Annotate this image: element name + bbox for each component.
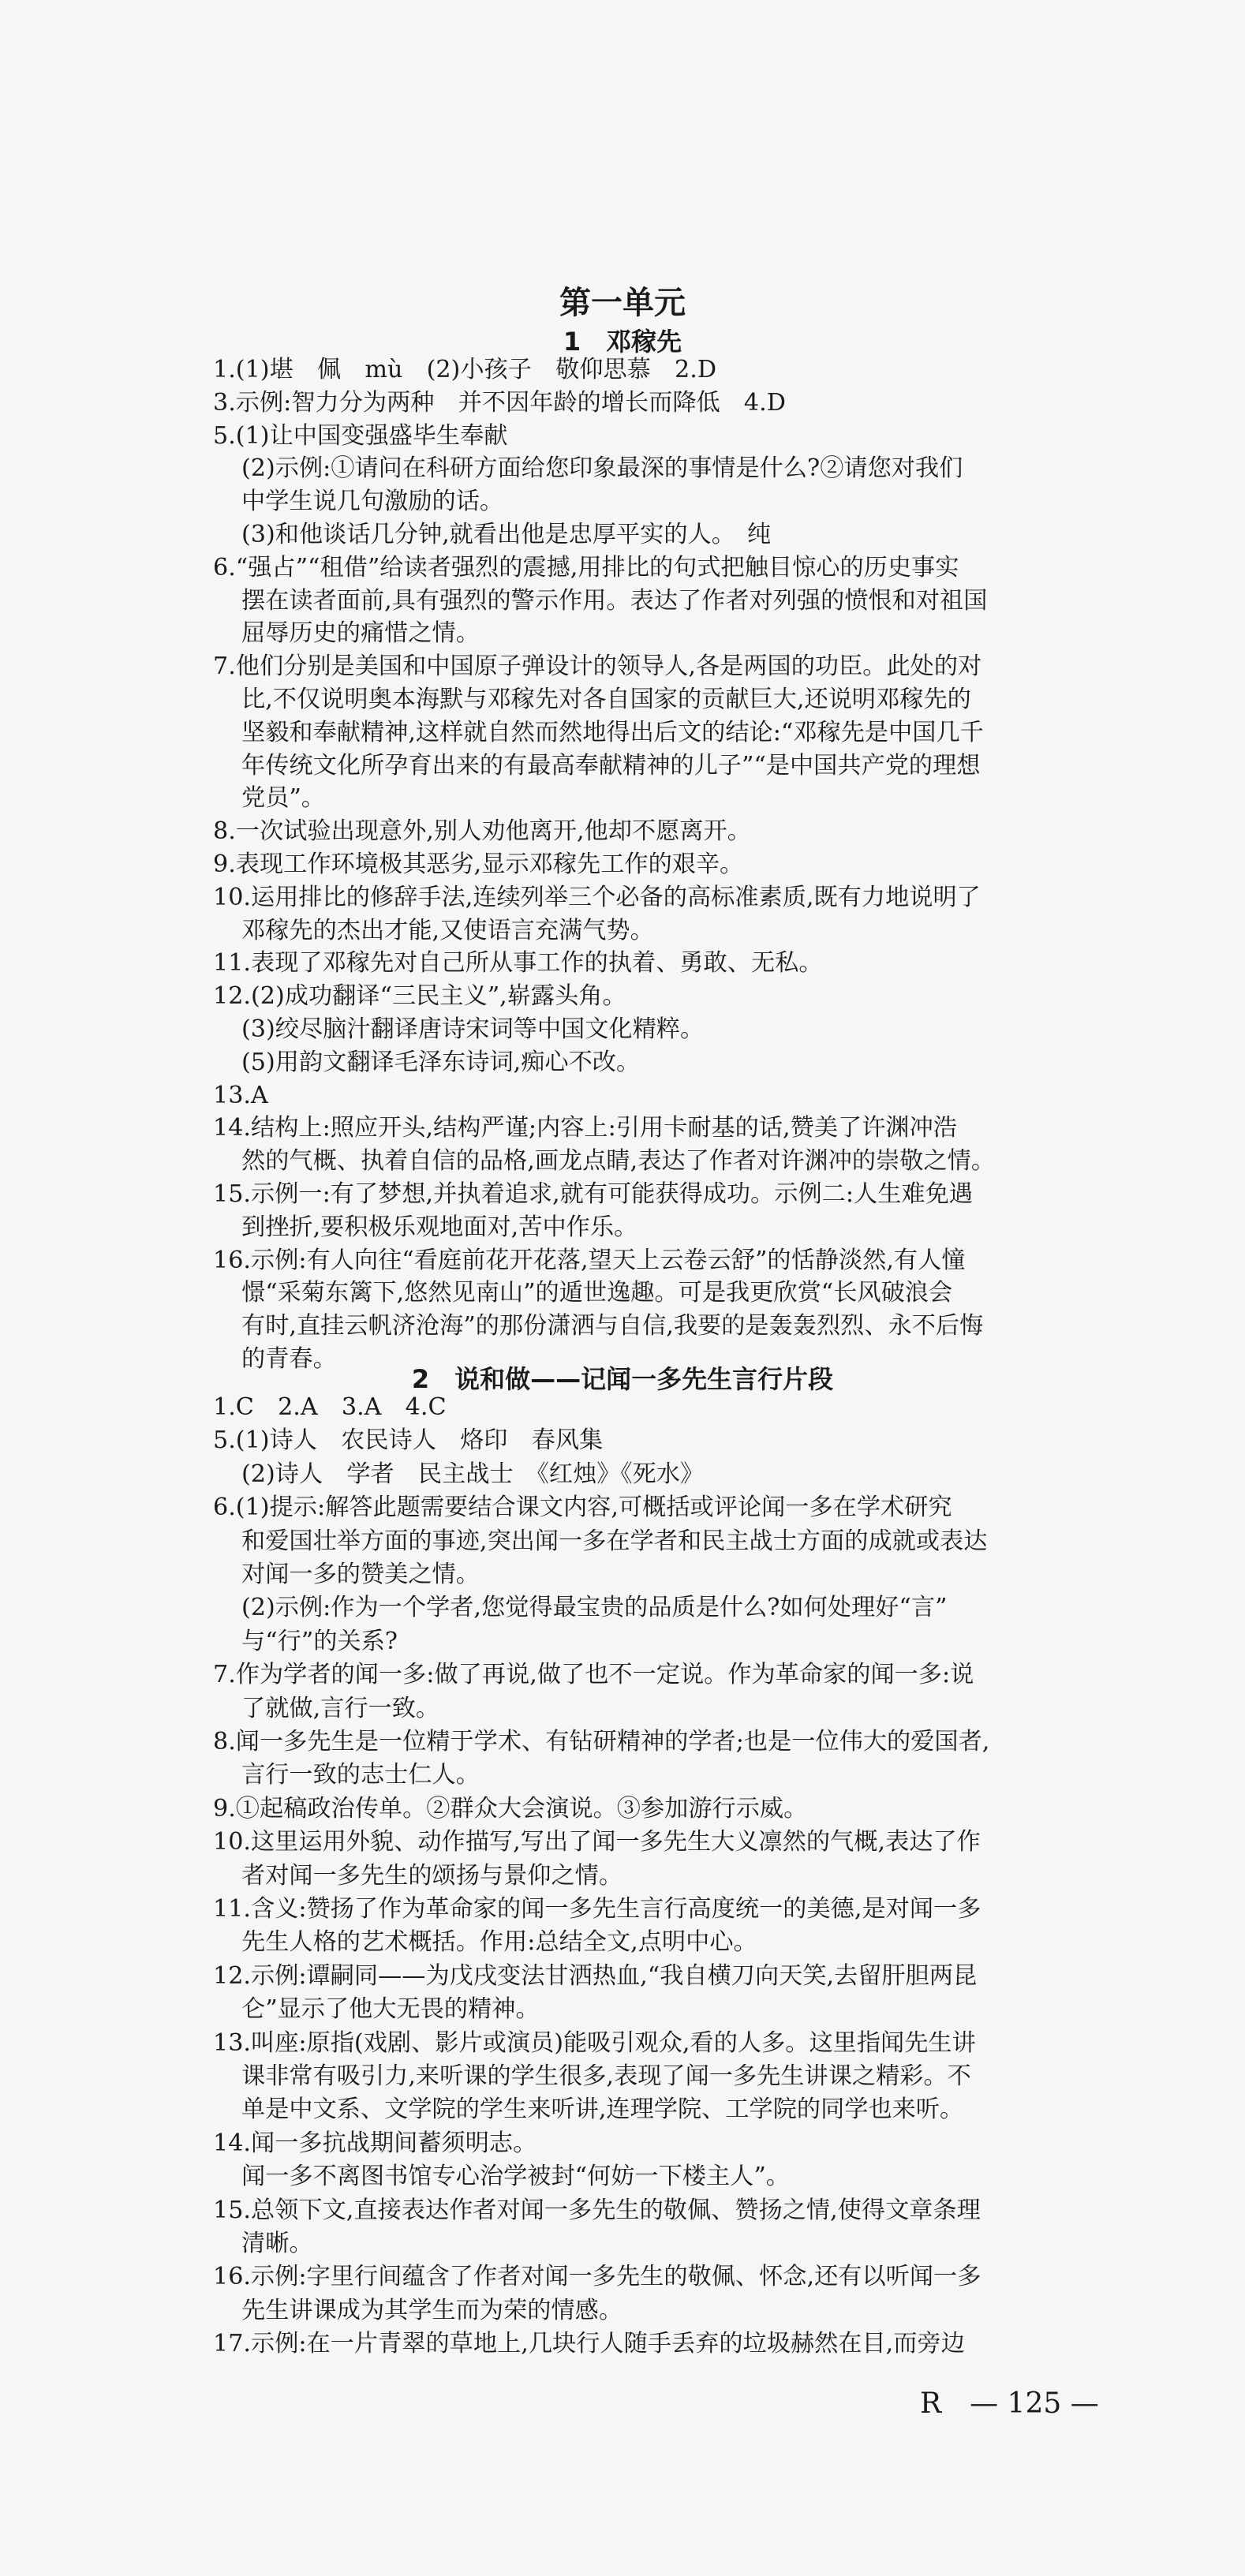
answer-line: 摆在读者面前,具有强烈的警示作用。表达了作者对列强的愤恨和对祖国: [241, 586, 988, 615]
answer-line: 10.运用排比的修辞手法,连续列举三个必备的高标准素质,既有力地说明了: [213, 883, 981, 911]
answer-line: 14.结构上:照应开头,结构严谨;内容上:引用卡耐基的话,赞美了许渊冲浩: [213, 1114, 957, 1142]
answer-line: 屈辱历史的痛惜之情。: [241, 619, 480, 648]
answer-line: 10.这里运用外貌、动作描写,写出了闻一多先生大义凛然的气概,表达了作: [213, 1828, 981, 1856]
answer-line: 13.A: [213, 1081, 268, 1109]
answer-line: 对闻一多的赞美之情。: [241, 1561, 480, 1588]
answer-line: 然的气概、执着自信的品格,画龙点睛,表达了作者对许渊冲的崇敬之情。: [241, 1147, 996, 1176]
answer-line: 16.示例:字里行间蕴含了作者对闻一多先生的敬佩、怀念,还有以听闻一多: [213, 2263, 981, 2291]
answer-line: 5.(1)让中国变强盛毕生奉献: [213, 421, 508, 450]
answer-line: 7.他们分别是美国和中国原子弹设计的领导人,各是两国的功臣。此处的对: [213, 652, 982, 681]
answer-line: 12.示例:谭嗣同——为戊戌变法甘洒热血,“我自横刀向天笑,去留肝胆两昆: [213, 1961, 978, 1990]
answer-line: (2)示例:①请问在科研方面给您印象最深的事情是什么?②请您对我们: [241, 454, 963, 483]
answer-line: 仑”显示了他大无畏的精神。: [241, 1995, 540, 2024]
answer-line: 邓稼先的杰出才能,又使语言充满气势。: [241, 916, 654, 944]
answer-line: 坚毅和奉献精神,这样就自然而然地得出后文的结论:“邓稼先是中国几千: [241, 718, 984, 746]
answer-line: 15.示例一:有了梦想,并执着追求,就有可能获得成功。示例二:人生难免遇: [213, 1180, 973, 1208]
answer-line: (5)用韵文翻译毛泽东诗词,痴心不改。: [241, 1048, 641, 1076]
answer-line: 清晰。: [241, 2230, 313, 2257]
answer-line: 中学生说几句激励的话。: [241, 488, 504, 516]
answer-line: 8.一次试验出现意外,别人劝他离开,他却不愿离开。: [213, 817, 751, 846]
answer-line: 者对闻一多先生的颂扬与景仰之情。: [241, 1861, 623, 1890]
answer-line: 17.示例:在一片青翠的草地上,几块行人随手丢弃的垃圾赫然在目,而旁边: [213, 2330, 965, 2358]
answer-line: 9.表现工作环境极其恶劣,显示邓稼先工作的艰辛。: [213, 851, 744, 878]
answer-line: 6.(1)提示:解答此题需要结合课文内容,可概括或评论闻一多在学术研究: [213, 1494, 952, 1522]
answer-line: 9.①起稿政治传单。②群众大会演说。③参加游行示威。: [213, 1794, 808, 1823]
answer-line: 8.闻一多先生是一位精于学术、有钻研精神的学者;也是一位伟大的爱国者,: [213, 1728, 990, 1755]
lesson-1-title: 1 邓稼先: [563, 327, 682, 357]
answer-line: 有时,直挂云帆济沧海”的那份潇洒与自信,我要的是轰轰烈烈、永不后悔: [241, 1312, 984, 1340]
answer-line: 与“行”的关系?: [241, 1627, 398, 1655]
answer-line: 7.作为学者的闻一多:做了再说,做了也不一定说。作为革命家的闻一多:说: [213, 1661, 974, 1689]
answer-line: 闻一多不离图书馆专心治学被封“何妨一下楼主人”。: [241, 2163, 790, 2191]
answer-line: 12.(2)成功翻译“三民主义”,崭露头角。: [213, 982, 626, 1011]
answer-line: (2)诗人 学者 民主战士 《红烛》《死水》: [241, 1460, 705, 1488]
answer-line: 党员”。: [241, 784, 325, 813]
answer-line: 14.闻一多抗战期间蓄须明志。: [213, 2129, 537, 2157]
answer-line: 6.“强占”“租借”给读者强烈的震撼,用排比的句式把触目惊心的历史事实: [213, 553, 959, 581]
answer-line: 和爱国壮举方面的事迹,突出闻一多在学者和民主战士方面的成就或表达: [241, 1527, 988, 1555]
answer-line: 了就做,言行一致。: [241, 1694, 440, 1722]
answer-line: (2)示例:作为一个学者,您觉得最宝贵的品质是什么?如何处理好“言”: [241, 1594, 948, 1622]
answer-line: 单是中文系、文学院的学生来听讲,连理学院、工学院的同学也来听。: [241, 2096, 964, 2124]
answer-line: 15.总领下文,直接表达作者对闻一多先生的敬佩、赞扬之情,使得文章条理: [213, 2196, 981, 2224]
answer-line: 憬“采菊东篱下,悠然见南山”的遁世逸趣。可是我更欣赏“长风破浪会: [241, 1279, 953, 1307]
answer-line: 3.示例:智力分为两种 并不因年龄的增长而降低 4.D: [213, 388, 786, 417]
answer-line: 比,不仅说明奥本海默与邓稼先对各自国家的贡献巨大,还说明邓稼先的: [241, 686, 971, 713]
answer-line: 13.叫座:原指(戏剧、影片或演员)能吸引观众,看的人多。这里指闻先生讲: [213, 2028, 976, 2057]
answer-line: 1.C 2.A 3.A 4.C: [213, 1393, 447, 1421]
answer-line: 课非常有吸引力,来听课的学生很多,表现了闻一多先生讲课之精彩。不: [241, 2062, 971, 2090]
answer-line: 16.示例:有人向往“看庭前花开花落,望天上云卷云舒”的恬静淡然,有人憧: [213, 1246, 966, 1274]
answer-line: 5.(1)诗人 农民诗人 烙印 春风集: [213, 1426, 604, 1455]
unit-title: 第一单元: [559, 285, 686, 321]
answer-line: 言行一致的志士仁人。: [241, 1761, 480, 1789]
answer-line: (3)绞尽脑汁翻译唐诗宋词等中国文化精粹。: [241, 1015, 705, 1043]
page-number: R — 125 —: [920, 2387, 1099, 2420]
answer-line: (3)和他谈话几分钟,就看出他是忠厚平实的人。 纯: [241, 521, 772, 548]
answer-line: 先生讲课成为其学生而为荣的情感。: [241, 2296, 623, 2324]
answer-line: 的青春。: [241, 1345, 337, 1373]
answer-line: 1.(1)堪 佩 mù (2)小孩子 敬仰思慕 2.D: [213, 356, 717, 383]
answer-line: 到挫折,要积极乐观地面对,苦中作乐。: [241, 1213, 638, 1241]
answer-line: 年传统文化所孕育出来的有最高奉献精神的儿子”“是中国共产党的理想: [241, 751, 981, 780]
lesson-2-title: 2 说和做——记闻一多先生言行片段: [411, 1364, 834, 1394]
answer-line: 11.含义:赞扬了作为革命家的闻一多先生言行高度统一的美德,是对闻一多: [213, 1895, 981, 1923]
answer-line: 11.表现了邓稼先对自己所从事工作的执着、勇敢、无私。: [213, 949, 823, 978]
answer-line: 先生人格的艺术概括。作用:总结全文,点明中心。: [241, 1928, 757, 1957]
